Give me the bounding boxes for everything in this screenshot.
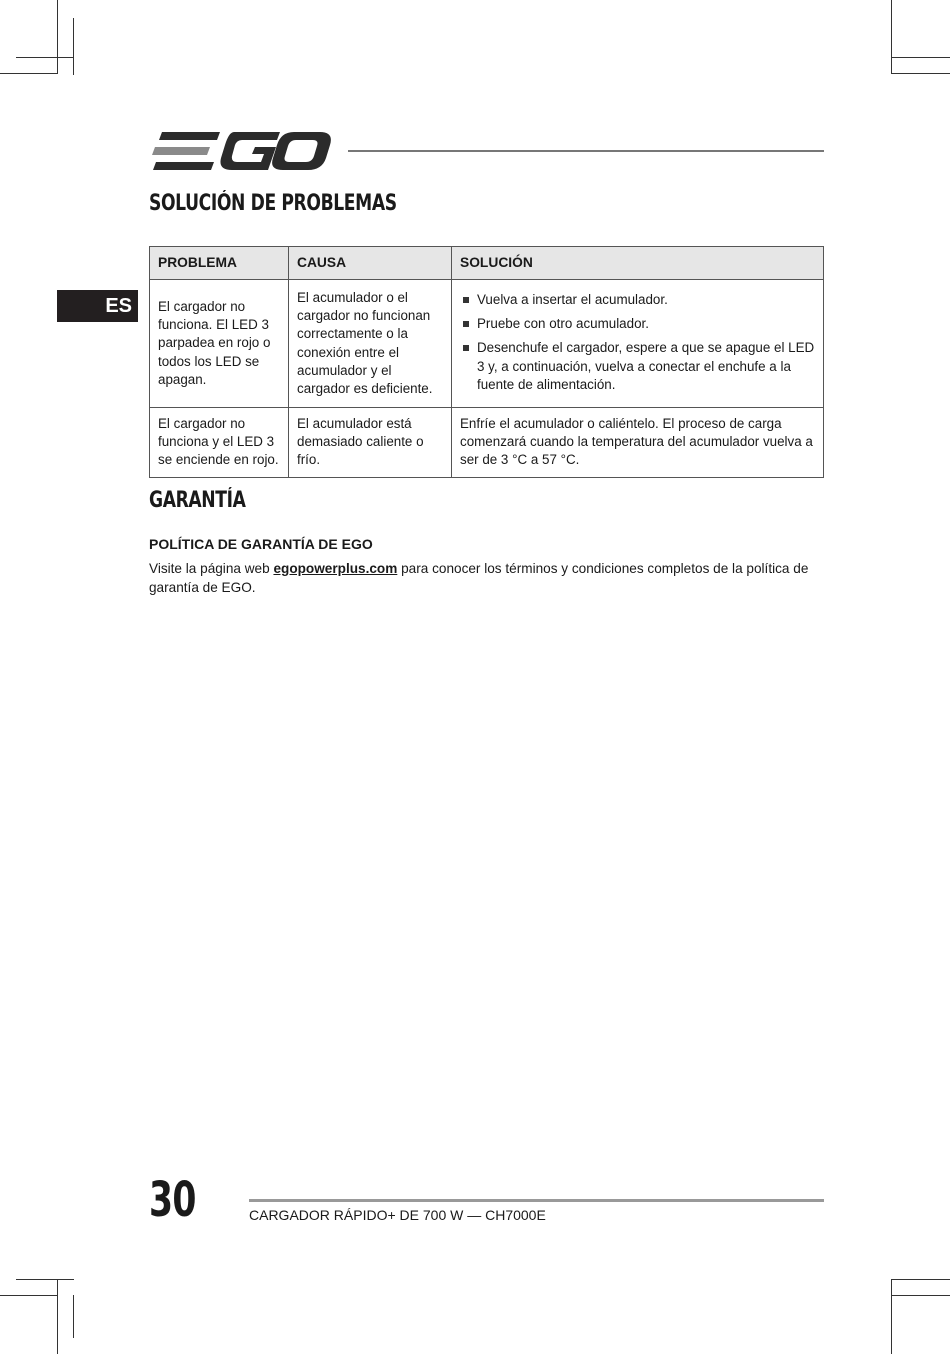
crop-mark [891, 1279, 950, 1280]
crop-mark [16, 1279, 74, 1280]
page-number: 30 [149, 1172, 196, 1228]
header-problem: PROBLEMA [150, 247, 289, 280]
table-header-row [150, 247, 824, 280]
crop-mark [891, 0, 892, 74]
language-tab: ES [57, 290, 138, 322]
problem-cell: El cargador no funciona y el LED 3 se enciende en rojo. [150, 408, 289, 478]
warranty-text-before: Visite la página web [149, 561, 274, 576]
header-solution: SOLUCIÓN [452, 247, 824, 280]
solution-cell [452, 280, 824, 408]
solution-item: Vuelva a insertar el acumulador. [460, 291, 815, 309]
solution-item: Pruebe con otro acumulador. [460, 315, 815, 333]
warranty-link[interactable]: egopowerplus.com [273, 561, 398, 576]
table-row [150, 408, 824, 478]
troubleshooting-table [149, 246, 824, 478]
ego-logo [148, 128, 332, 174]
troubleshooting-title: SOLUCIÓN DE PROBLEMAS [149, 191, 397, 216]
table-row [150, 280, 824, 408]
warranty-text-after: para conocer los términos y condiciones completos de la política de garantía de EGO. [149, 561, 809, 595]
cause-cell: El acumulador o el cargador no funcionan correctamente o la conexión entre el acumulador y el cargador es deficiente. [289, 280, 452, 408]
crop-mark [73, 1295, 74, 1338]
crop-mark [57, 1279, 58, 1354]
crop-mark [891, 57, 950, 58]
crop-mark [0, 73, 58, 74]
header-cause: CAUSA [289, 247, 452, 280]
footer-rule [249, 1199, 824, 1202]
warranty-title: GARANTÍA [149, 488, 246, 513]
crop-mark [16, 57, 74, 58]
crop-mark [0, 1295, 58, 1296]
crop-mark [57, 0, 58, 74]
crop-mark [891, 1295, 950, 1296]
crop-mark [891, 73, 950, 74]
solution-cell: Enfríe el acumulador o caliéntelo. El proceso de carga comenzará cuando la temperatura del acumulador vuelva a ser de 3 °C a 57 °C. [452, 408, 824, 478]
warranty-text [149, 560, 824, 597]
problem-cell: El cargador no funciona. El LED 3 parpadea en rojo o todos los LED se apagan. [150, 280, 289, 408]
solution-item: Desenchufe el cargador, espere a que se apague el LED 3 y, a continuación, vuelva a conectar el enchufe a la fuente de alimentación. [460, 339, 815, 394]
warranty-policy-title: POLÍTICA DE GARANTÍA DE EGO [149, 536, 373, 552]
footer-product: CARGADOR RÁPIDO+ DE 700 W — CH7000E [249, 1207, 546, 1223]
crop-mark [73, 18, 74, 75]
header-rule [348, 150, 824, 152]
crop-mark [891, 1279, 892, 1354]
cause-cell: El acumulador está demasiado caliente o frío. [289, 408, 452, 478]
solution-list [460, 291, 815, 394]
